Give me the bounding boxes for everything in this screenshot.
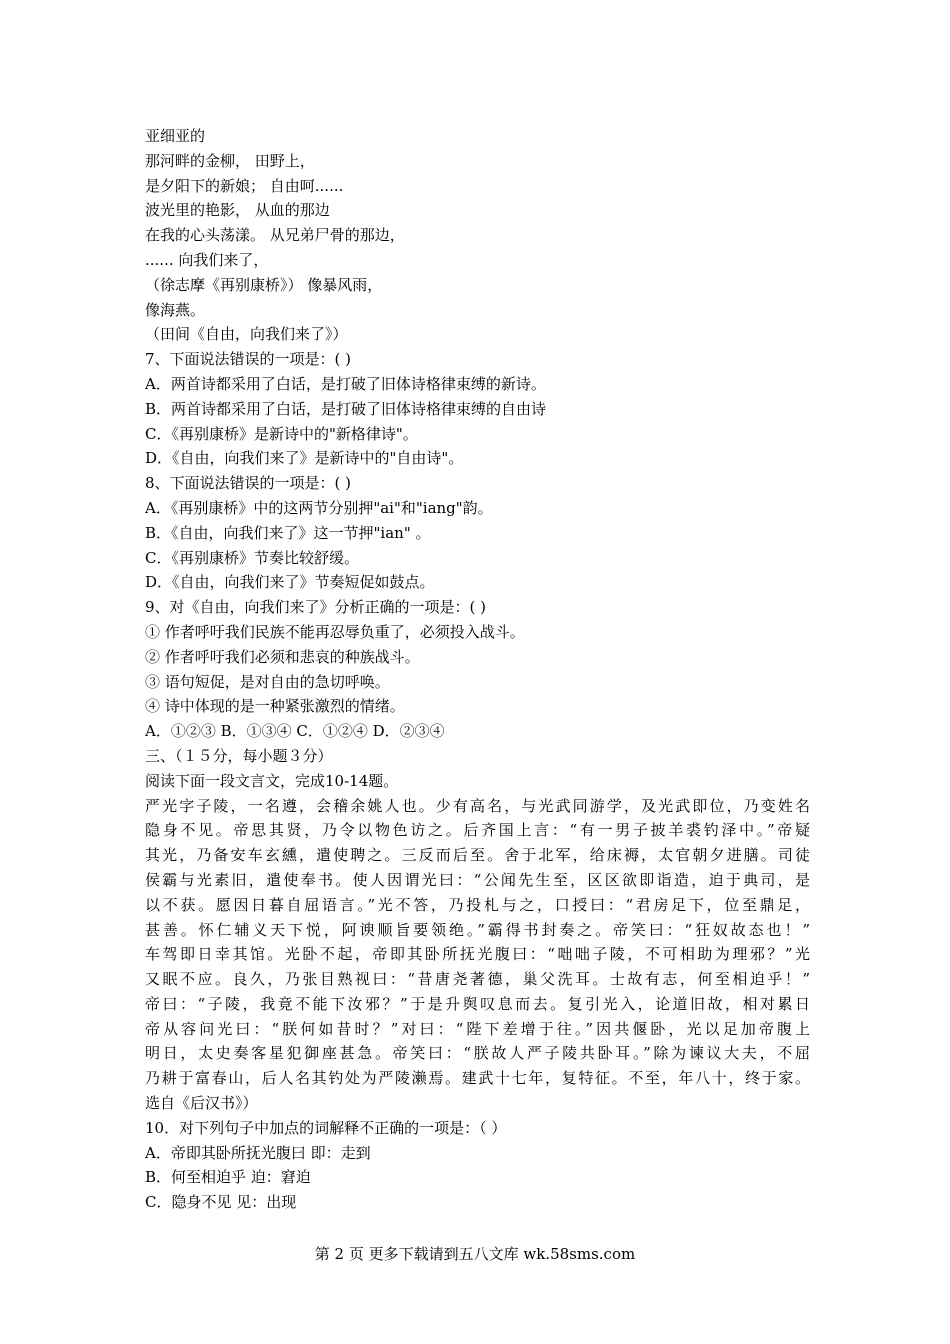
- reading-instruction: 阅读下面一段文言文，完成10-14题。: [145, 771, 399, 790]
- option-c: C．《再别康桥》节奏比较舒缓。: [145, 548, 359, 567]
- question-9: 9、对《自由，向我们来了》分析正确的一项是：( ): [145, 598, 487, 617]
- poem-line: （徐志摩《再别康桥》） 像暴风雨，: [145, 275, 383, 294]
- option-d: D．《自由，向我们来了》是新诗中的"自由诗"。: [145, 449, 464, 468]
- classical-text-line: 以不获。愿因日暮自屈语言。”光不答，乃投札与之，口授曰：“君房足下，位至鼎足，: [145, 895, 810, 914]
- option-b: B．何至相迫乎 迫：窘迫: [145, 1168, 311, 1187]
- classical-text-line: 其光，乃备安车玄纁，遣使聘之。三反而后至。舍于北军，给床褥，太官朝夕进膳。司徒: [145, 846, 810, 865]
- poem-source: （田间《自由，向我们来了》）: [145, 325, 348, 344]
- poem-line: 波光里的艳影， 从血的那边: [145, 201, 330, 220]
- document-body: [145, 124, 810, 1215]
- classical-text-line: 严光字子陵，一名遵，会稽余姚人也。少有高名，与光武同游学，及光武即位，乃变姓名: [145, 796, 810, 815]
- option-a: A．《再别康桥》中的这两节分别押"ai"和"iang"韵。: [145, 498, 493, 517]
- question-7: 7、下面说法错误的一项是：( ): [145, 350, 352, 369]
- poem-line: ...... 向我们来了，: [145, 250, 269, 269]
- option-a: A．帝即其卧所抚光腹曰 即：走到: [145, 1143, 371, 1162]
- classical-text-line: 乃耕于富春山，后人名其钓处为严陵濑焉。建武十七年，复特征。不至，年八十，终于家。: [145, 1069, 810, 1088]
- classical-text-line: 帝从容问光曰：“朕何如昔时？”对曰：“陛下差增于往。”因共偃卧，光以足加帝腹上: [145, 1019, 810, 1038]
- option-d: D．《自由，向我们来了》节奏短促如鼓点。: [145, 573, 435, 592]
- answer-options: A．①②③ B．①③④ C．①②④ D．②③④: [145, 722, 445, 741]
- page-footer: 第 2 页 更多下载请到五八文库 wk.58sms.com: [314, 1245, 636, 1263]
- classical-text-line: 甚善。怀仁辅义天下悦，阿谀顺旨要领绝。”霸得书封奏之。帝笑曰：“狂奴故态也！”: [145, 920, 810, 939]
- section-heading: 三、（１５分，每小题３分）: [145, 746, 333, 765]
- poem-line: 是夕阳下的新娘； 自由呵......: [145, 176, 344, 195]
- classical-text-line: 帝曰：“子陵，我竟不能下汝邪？”于是升舆叹息而去。复引光入，论道旧故，相对累日: [145, 994, 810, 1013]
- text-source: 选自《后汉书》）: [145, 1094, 258, 1113]
- question-10: 10．对下列句子中加点的词解释不正确的一项是：（ ）: [145, 1118, 507, 1137]
- statement-1: ① 作者呼吁我们民族不能再忍辱负重了，必须投入战斗。: [145, 622, 525, 641]
- classical-text-line: 隐身不见。帝思其贤，乃令以物色访之。后齐国上言：“有一男子披羊裘钓泽中。”帝疑: [145, 821, 810, 840]
- question-8: 8、下面说法错误的一项是：( ): [145, 474, 352, 493]
- option-a: A．两首诗都采用了白话，是打破了旧体诗格律束缚的新诗。: [145, 374, 546, 393]
- poem-line: 像海燕。: [145, 300, 206, 319]
- classical-text-line: 侯霸与光素旧，遣使奉书。使人因谓光曰：“公闻先生至，区区欲即诣造，迫于典司，是: [145, 870, 810, 889]
- poem-line: 亚细亚的: [145, 127, 206, 145]
- poem-line: 在我的心头荡漾。 从兄弟尸骨的那边，: [145, 226, 405, 245]
- classical-text-line: 明日，太史奏客星犯御座甚急。帝笑曰：“朕故人严子陵共卧耳。”除为谏议大夫，不屈: [145, 1044, 810, 1063]
- classical-text-line: 车驾即日幸其馆。光卧不起，帝即其卧所抚光腹曰：“咄咄子陵，不可相助为理邪？”光: [145, 945, 810, 964]
- option-c: C．隐身不见 见：出现: [145, 1193, 297, 1212]
- statement-2: ② 作者呼吁我们必须和悲哀的种族战斗。: [145, 647, 420, 666]
- option-c: C．《再别康桥》是新诗中的"新格律诗"。: [145, 424, 418, 443]
- statement-3: ③ 语句短促，是对自由的急切呼唤。: [145, 672, 390, 691]
- option-b: B．《自由，向我们来了》这一节押"ian" 。: [145, 523, 431, 542]
- statement-4: ④ 诗中体现的是一种紧张激烈的情绪。: [145, 697, 405, 716]
- option-b: B．两首诗都采用了白话，是打破了旧体诗格律束缚的自由诗: [145, 399, 547, 418]
- poem-line: 那河畔的金柳， 田野上，: [145, 151, 315, 170]
- classical-text-line: 又眠不应。良久，乃张目熟视曰：“昔唐尧著德，巢父洗耳。士故有志，何至相迫乎！”: [145, 970, 810, 989]
